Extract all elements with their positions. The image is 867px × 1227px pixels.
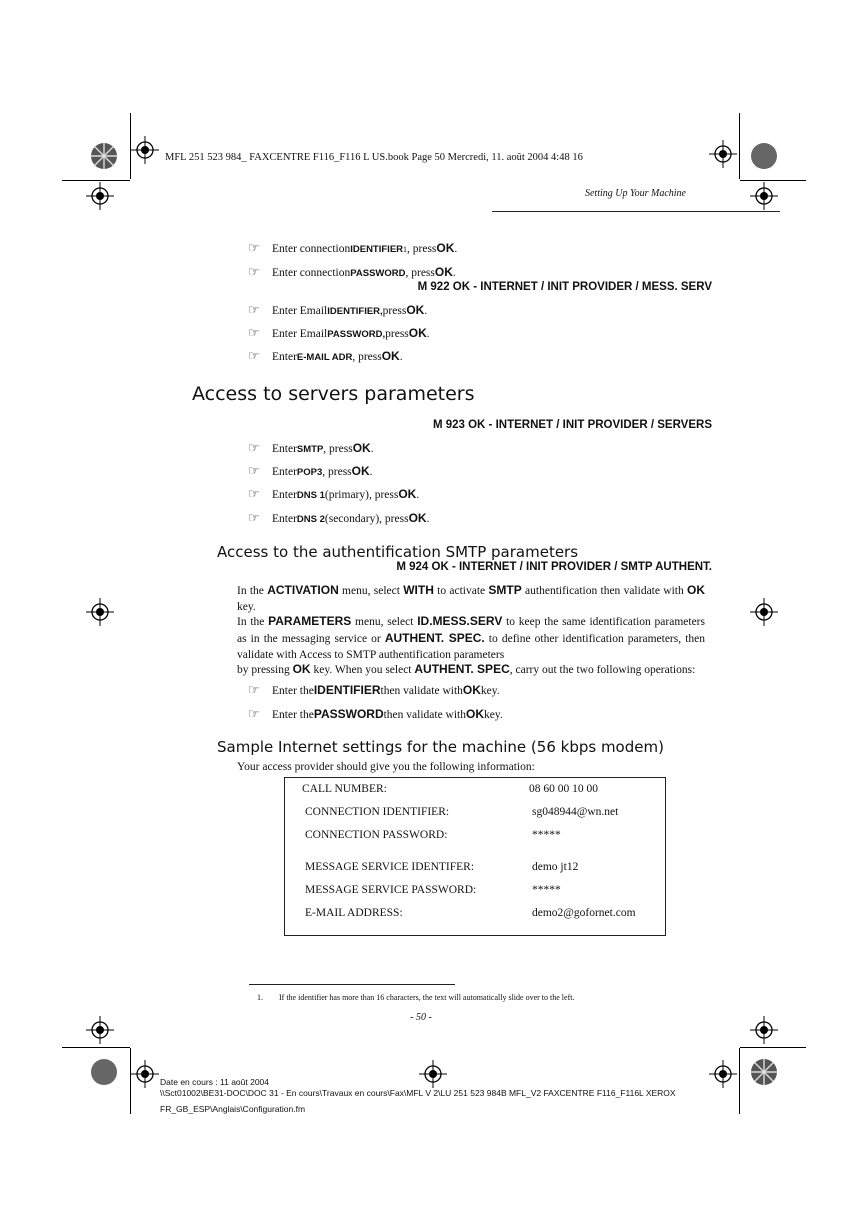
menu-path-924: M 924 OK - INTERNET / INIT PROVIDER / SMTP AUTHENT.: [396, 561, 712, 573]
registration-mark-icon: [750, 182, 778, 210]
section-title-smtp: Access to the authentification SMTP parameters: [217, 543, 579, 561]
step-dns1: ☞ Enter DNS 1 (primary), press OK .: [248, 486, 420, 501]
paragraph-activation: In the ACTIVATION menu, select WITH to activate SMTP authentification then validate with OK key.: [237, 583, 705, 613]
table-value: sg048944@wn.net: [532, 806, 619, 818]
running-head: Setting Up Your Machine: [584, 188, 686, 199]
registration-mark-icon: [709, 1060, 737, 1088]
step-email-password: ☞ Enter Email PASSWORD, press OK .: [248, 325, 430, 340]
footnote-number: 1.: [257, 993, 263, 1002]
registration-mark-icon: [131, 1060, 159, 1088]
step-dns2: ☞ Enter DNS 2 (secondary), press OK .: [248, 510, 430, 525]
table-value: 08 60 00 10 00: [529, 783, 598, 795]
registration-mark-icon: [131, 136, 159, 164]
pointing-hand-icon: ☞: [248, 463, 260, 478]
section-title-servers: Access to servers parameters: [192, 383, 475, 405]
table-value: *****: [532, 884, 561, 896]
star-target-icon: [90, 142, 118, 170]
paragraph-parameters: In the PARAMETERS menu, select ID.MESS.SERV to keep the same identification parameters as in the messaging service or AUTHENT. SPEC. to define other identification parameters, then validate with Access to SMTP authentification parameters: [237, 614, 705, 661]
pointing-hand-icon: ☞: [248, 486, 260, 501]
step-connection-password: ☞ Enter connection PASSWORD , press OK .: [248, 264, 456, 279]
footnote-rule: [249, 984, 455, 985]
registration-mark-icon: [86, 182, 114, 210]
crop-line-bottom-left-h: [62, 1047, 130, 1048]
crop-line-bottom-right-h: [740, 1047, 806, 1048]
crop-line-bottom-right-v: [739, 1048, 740, 1114]
star-target-icon: [750, 1058, 778, 1086]
registration-mark-icon: [709, 140, 737, 168]
footer-path: \\Sct01002\BE31-DOC\DOC 31 - En cours\Travaux en cours\Fax\MFL V 2\LU 251 523 984B MFL_V2 FAXCENTRE F116_F116L XEROX: [160, 1088, 676, 1098]
step-enter-identifier: ☞ Enter the IDENTIFIER then validate with OK key.: [248, 682, 500, 697]
table-label: MESSAGE SERVICE PASSWORD:: [305, 884, 477, 896]
settings-table: [284, 777, 666, 936]
registration-mark-icon: [750, 598, 778, 626]
pointing-hand-icon: ☞: [248, 706, 260, 721]
step-email-identifier: ☞ Enter Email IDENTIFIER, press OK .: [248, 302, 428, 317]
table-label: CONNECTION PASSWORD:: [305, 829, 448, 841]
menu-path-922: M 922 OK - INTERNET / INIT PROVIDER / MESS. SERV: [417, 281, 712, 293]
star-target-icon: [750, 142, 778, 170]
paragraph-authent-spec: by pressing OK key. When you select AUTHENT. SPEC, carry out the two following operations:: [237, 662, 696, 676]
crop-line-top-right-v: [739, 113, 740, 179]
table-label: MESSAGE SERVICE IDENTIFER:: [305, 861, 475, 873]
book-note: MFL 251 523 984_ FAXCENTRE F116_F116 L US.book Page 50 Mercredi, 11. août 2004 4:48 16: [165, 152, 583, 163]
pointing-hand-icon: ☞: [248, 348, 260, 363]
page-number: - 50 -: [410, 1012, 432, 1023]
footnote-text: If the identifier has more than 16 characters, the text will automatically slide over to the left.: [279, 993, 575, 1002]
table-value: demo2@gofornet.com: [532, 907, 636, 919]
star-target-icon: [90, 1058, 118, 1086]
table-label: CONNECTION IDENTIFIER:: [305, 806, 450, 818]
table-label: E-MAIL ADDRESS:: [305, 907, 403, 919]
header-rule: [492, 211, 780, 212]
pointing-hand-icon: ☞: [248, 264, 260, 279]
menu-path-923: M 923 OK - INTERNET / INIT PROVIDER / SERVERS: [432, 419, 712, 431]
step-enter-password: ☞ Enter the PASSWORD then validate with OK key.: [248, 706, 503, 721]
pointing-hand-icon: ☞: [248, 510, 260, 525]
pointing-hand-icon: ☞: [248, 682, 260, 697]
footer-path-2: FR_GB_ESP\Anglais\Configuration.fm: [160, 1104, 306, 1114]
registration-mark-icon: [86, 598, 114, 626]
crop-line-top-right-h: [740, 180, 806, 181]
step-connection-identifier: ☞ Enter connection IDENTIFIER 1 , press OK .: [248, 240, 458, 255]
registration-mark-icon: [419, 1060, 447, 1088]
table-value: demo jt12: [532, 861, 579, 873]
table-value: *****: [532, 829, 561, 841]
crop-line-top-left-h: [62, 180, 130, 181]
pointing-hand-icon: ☞: [248, 240, 260, 255]
footer-date: Date en cours : 11 août 2004: [160, 1077, 270, 1087]
pointing-hand-icon: ☞: [248, 325, 260, 340]
step-smtp: ☞ Enter SMTP , press OK .: [248, 440, 374, 455]
section-title-sample: Sample Internet settings for the machine (56 kbps modem): [217, 738, 664, 756]
step-pop3: ☞ Enter POP3 , press OK .: [248, 463, 373, 478]
pointing-hand-icon: ☞: [248, 440, 260, 455]
step-email-address: ☞ Enter E-MAIL ADR , press OK .: [248, 348, 403, 363]
pointing-hand-icon: ☞: [248, 302, 260, 317]
registration-mark-icon: [86, 1016, 114, 1044]
table-label: CALL NUMBER:: [302, 783, 387, 795]
registration-mark-icon: [750, 1016, 778, 1044]
sample-intro: Your access provider should give you the following information:: [237, 761, 535, 773]
